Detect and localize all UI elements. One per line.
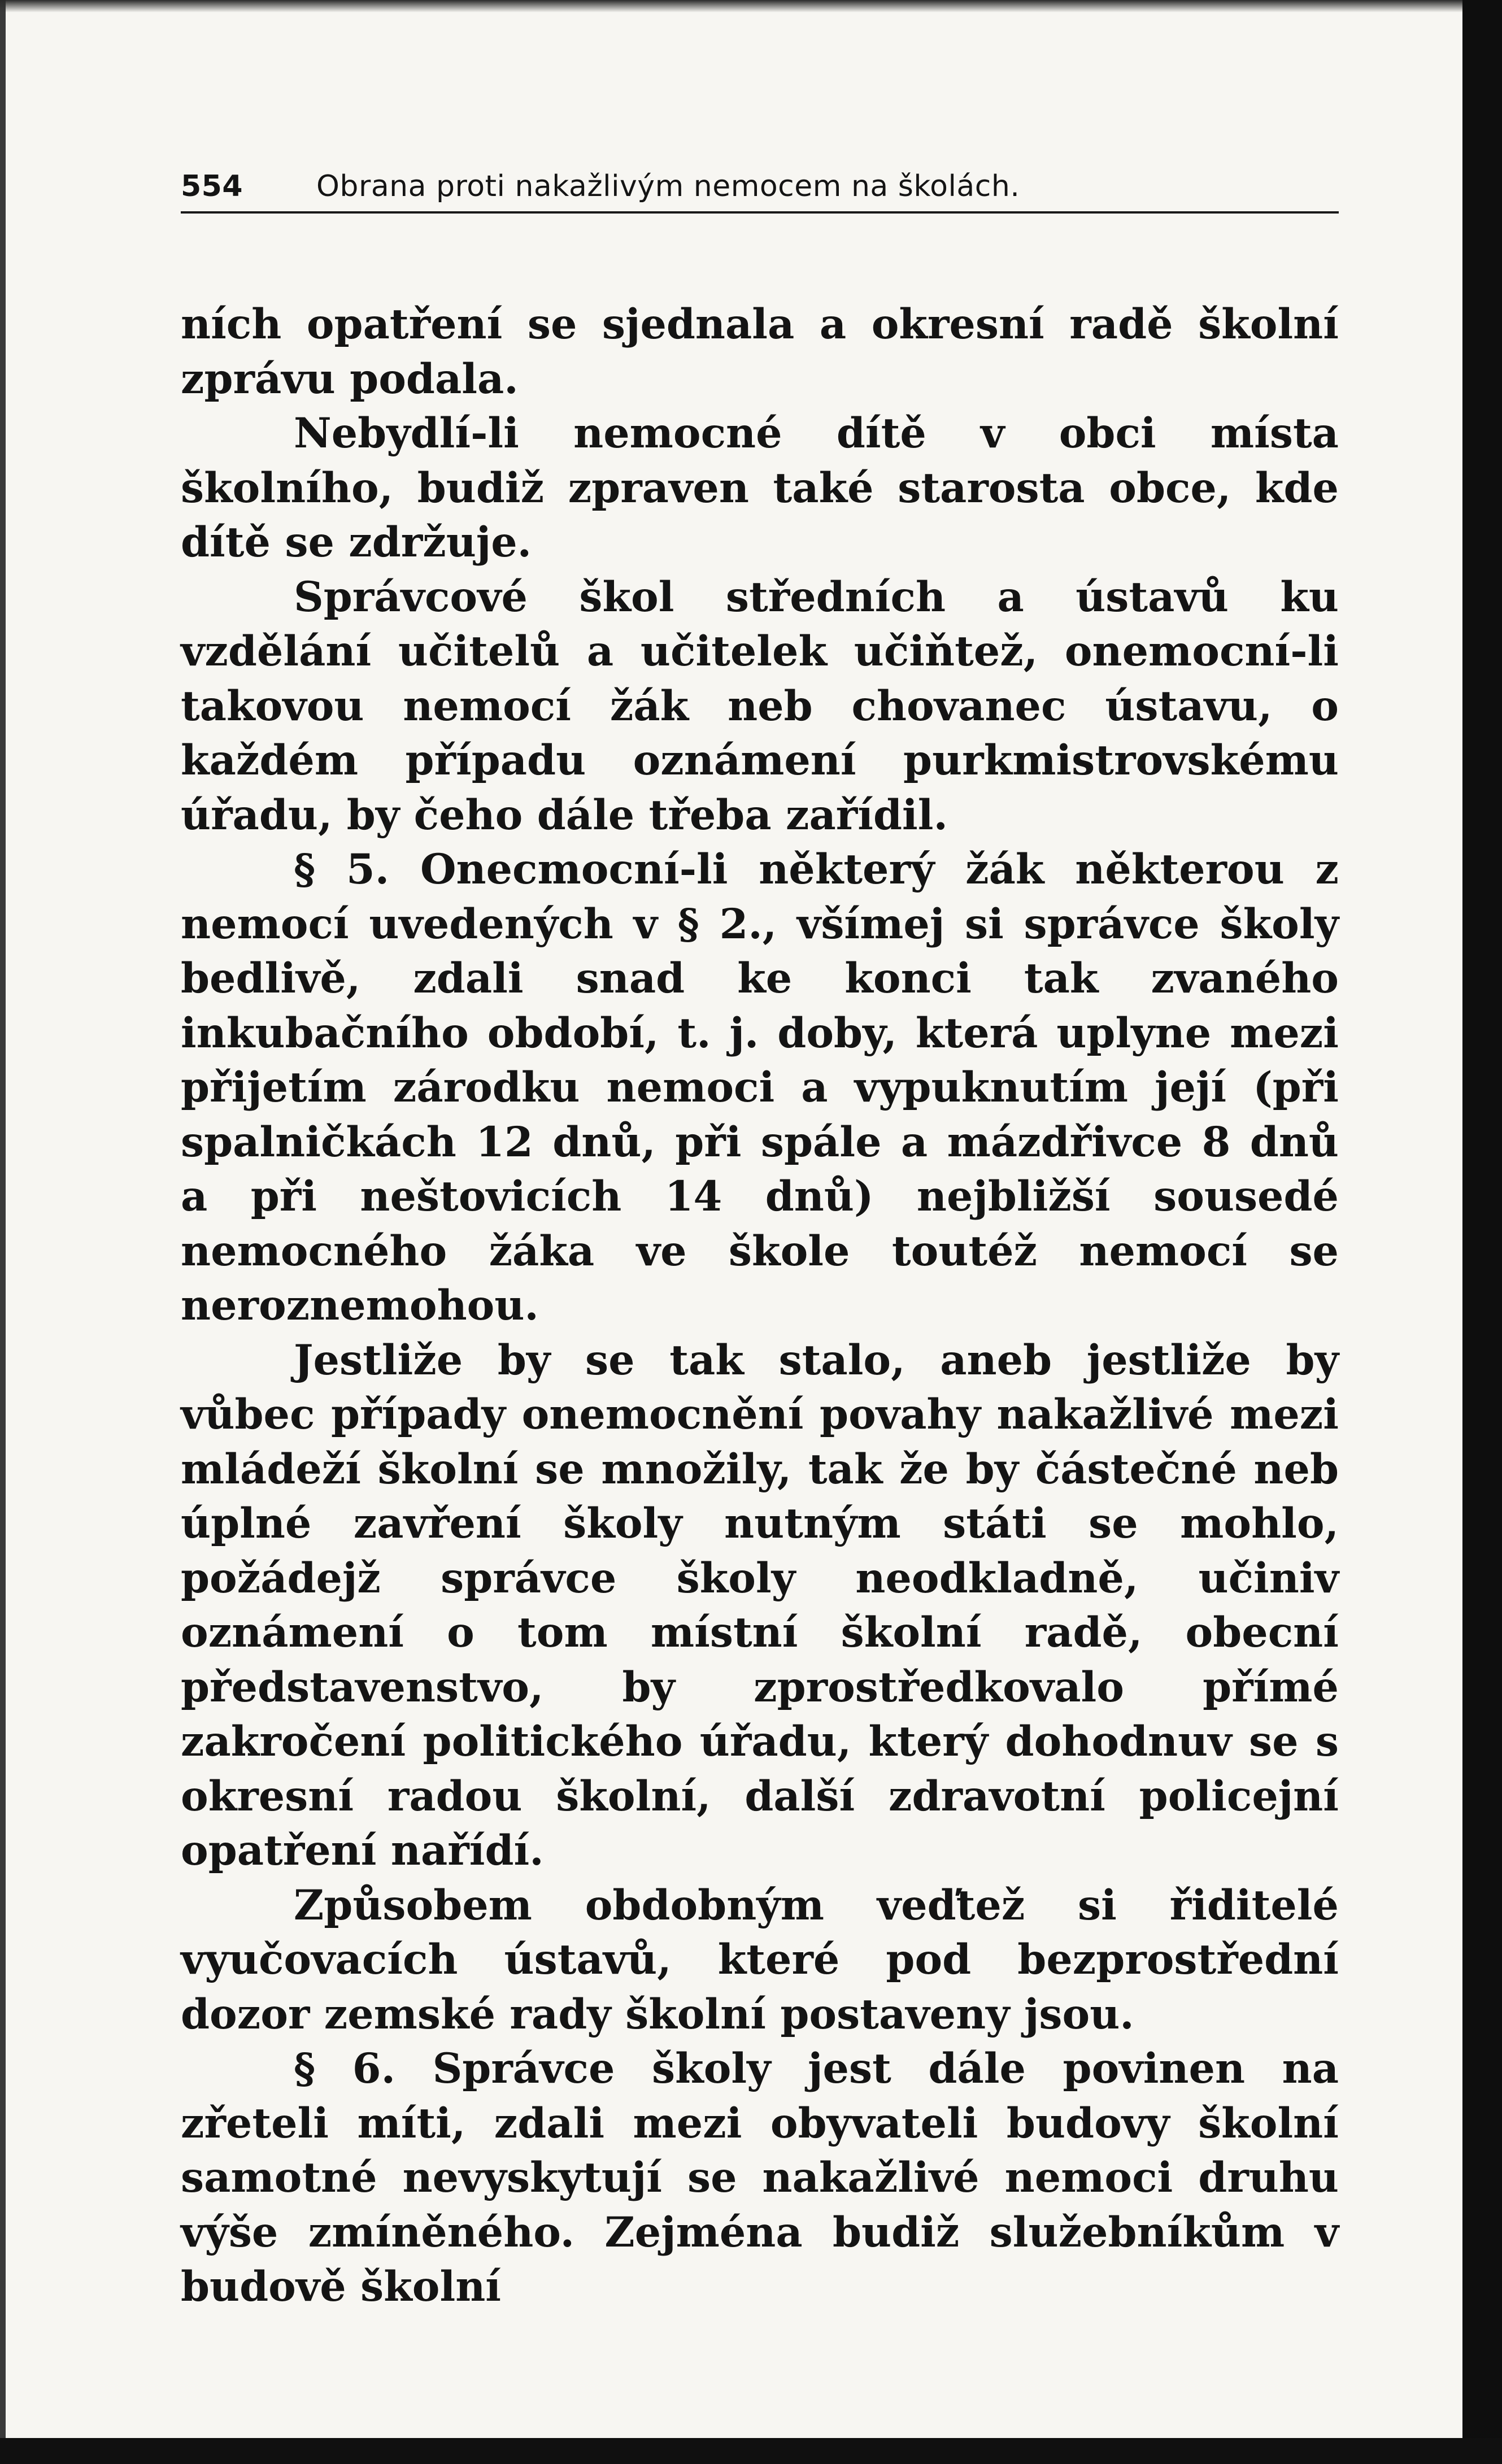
page-number: 554	[181, 169, 243, 203]
book-page	[181, 169, 1339, 2314]
running-head-title: Obrana proti nakažlivým nemocem na školách.	[316, 169, 1020, 203]
body-text	[181, 297, 1339, 2314]
paragraph: Způsobem obdobným veďtež si řiditelé vyučovacích ústavů, které pod bezprostřední dozor zemské rady školní postaveny jsou.	[181, 1880, 1339, 2039]
paragraph-section-6: § 6. Správce školy jest dále povinen na zřeteli míti, zdali mezi obyvateli budovy školní samotné nevyskytují se nakažlivé nemoci druhu výše zmíněného. Zejména budiž služebníkům v budově školní	[181, 2044, 1339, 2311]
paragraph: Správcové škol středních a ústavů ku vzdělání učitelů a učitelek učiňtež, onemocní-li takovou nemocí žák neb chovanec ústavu, o každém případu oznámení purkmistrovskému úřadu, by čeho dále třeba zařídil.	[181, 572, 1339, 839]
scan-edge-top	[0, 0, 1502, 12]
paragraph: Jestliže by se tak stalo, aneb jestliže by vůbec případy onemocnění povahy nakažlivé mezi mládeží školní se množily, tak že by částečné neb úplné zavření školy nutným státi se mohlo, požádejž správce školy neodkladně, učiniv oznámení o tom místní školní radě, obecní představenstvo, by zprostředkovalo přímé zakročení politického úřadu, který dohodnuv se s okresní radou školní, další zdravotní policejní opatření nařídí.	[181, 1335, 1339, 1875]
running-head	[181, 169, 1339, 214]
paragraph: ních opatření se sjednala a okresní radě školní zprávu podala.	[181, 300, 1339, 403]
scan-edge-bottom	[0, 2438, 1502, 2464]
scan-edge-left	[0, 0, 6, 2464]
scan-edge-right	[1462, 0, 1502, 2464]
paragraph-section-5: § 5. Onecmocní-li některý žák některou z nemocí uvedených v § 2., všímej si správce školy bedlivě, zdali snad ke konci tak zvaného inkubačního období, t. j. doby, která uplyne mezi přijetím zárodku nemoci a vypuknutím její (při spalničkách 12 dnů, při spále a mázdřivce 8 dnů a při neštovicích 14 dnů) nejbližší sousedé nemocného žáka ve škole toutéž nemocí se neroznemohou.	[181, 845, 1339, 1330]
paragraph: Nebydlí-li nemocné dítě v obci místa školního, budiž zpraven také starosta obce, kde dítě se zdržuje.	[181, 409, 1339, 567]
